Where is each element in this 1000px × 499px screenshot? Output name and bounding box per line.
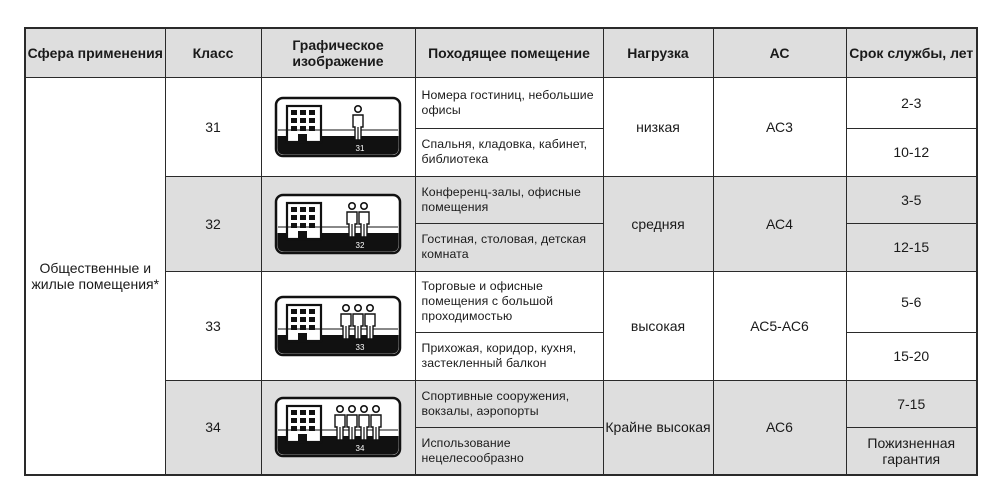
svg-text:31: 31 [355,143,365,153]
svg-text:34: 34 [355,444,365,454]
life-cell: 10-12 [846,128,977,176]
class-row-34-a [25,380,977,427]
header-image: Графическое изображение [261,28,415,77]
load-cell: низкая [603,77,713,176]
load-cell: высокая [603,271,713,380]
life-cell: 2-3 [846,77,977,128]
load-cell: средняя [603,176,713,271]
life-cell: 5-6 [846,271,977,332]
header-sfera: Сфера применения [25,28,165,77]
room-cell: Прихожая, коридор, кухня, застекленный балкон [415,332,603,380]
header-life: Срок службы, лет [846,28,977,77]
life-cell: 3-5 [846,176,977,223]
room-cell: Спортивные сооружения, вокзалы, аэропорты [415,380,603,427]
header-row [25,28,977,77]
life-cell: 12-15 [846,223,977,271]
class-31-pictogram [274,96,402,158]
header-ac: АС [713,28,846,77]
class-icon-cell [261,380,415,475]
class-row-33-a [25,271,977,332]
class-row-32-a [25,176,977,223]
load-cell: Крайне высокая [603,380,713,475]
header-load: Нагрузка [603,28,713,77]
class-icon-cell [261,271,415,380]
header-class: Класс [165,28,261,77]
class-row-31-a [25,77,977,128]
class-cell: 32 [165,176,261,271]
sfera-cell: Общественные и жилые помещения* [25,77,165,475]
ac-cell: АС3 [713,77,846,176]
class-icon-cell [261,176,415,271]
room-cell: Гостиная, столовая, детская комната [415,223,603,271]
room-cell: Номера гостиниц, небольшие офисы [415,77,603,128]
svg-text:32: 32 [355,240,365,250]
life-cell: 7-15 [846,380,977,427]
life-cell: 15-20 [846,332,977,380]
header-room: Походящее помещение [415,28,603,77]
room-cell: Конференц-залы, офисные помещения [415,176,603,223]
flooring-class-table [24,27,978,476]
room-cell: Использование нецелесообразно [415,427,603,475]
ac-cell: АС5-АС6 [713,271,846,380]
room-cell: Торговые и офисные помещения с большой проходимостью [415,271,603,332]
life-cell: Пожизненная гарантия [846,427,977,475]
svg-text:33: 33 [355,342,365,352]
ac-cell: АС4 [713,176,846,271]
class-cell: 33 [165,271,261,380]
class-32-pictogram [274,193,402,255]
room-cell: Спальня, кладовка, кабинет, библиотека [415,128,603,176]
class-cell: 31 [165,77,261,176]
ac-cell: АС6 [713,380,846,475]
class-34-pictogram [274,396,402,458]
class-33-pictogram [274,295,402,357]
class-cell: 34 [165,380,261,475]
class-icon-cell [261,77,415,176]
